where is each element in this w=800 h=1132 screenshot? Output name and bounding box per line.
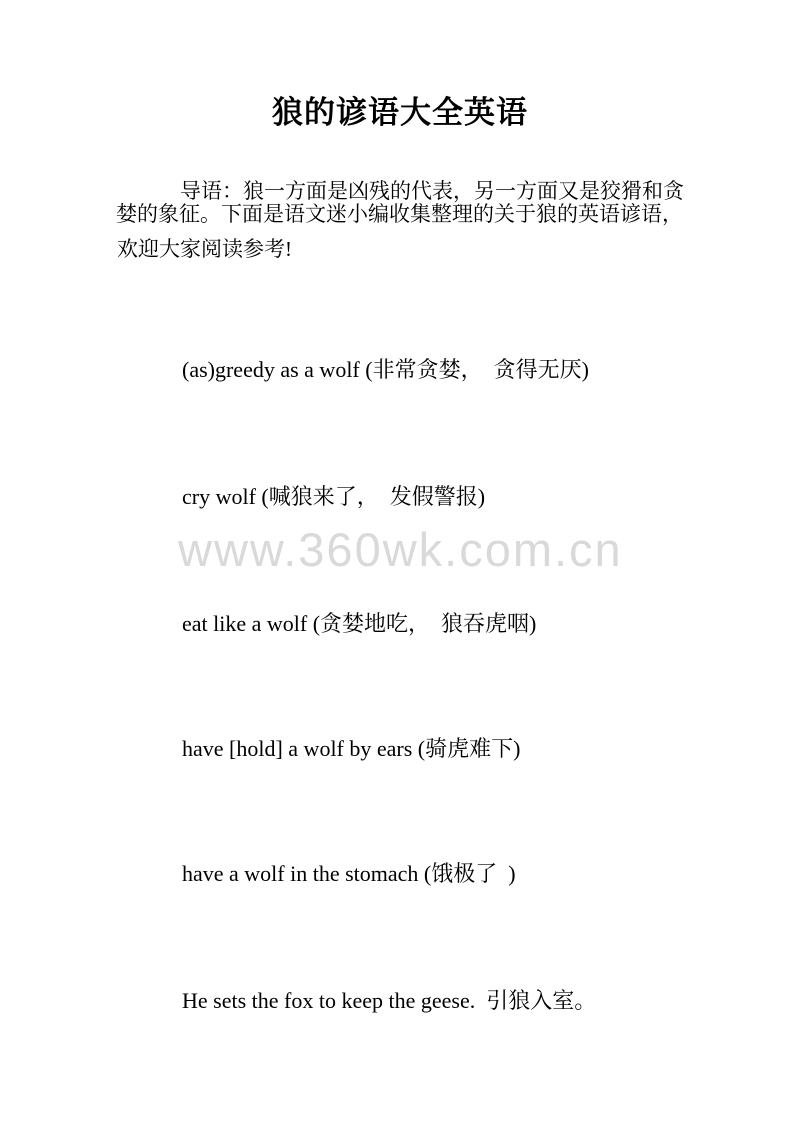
intro-paragraph-line-1: 导语：狼一方面是凶残的代表，另一方面又是狡猾和贪 [180,179,684,203]
proverb-item-eat-like-a-wolf: eat like a wolf (贪婪地吃， 狼吞虎咽) [182,611,537,636]
proverb-item-greedy-as-a-wolf: (as)greedy as a wolf (非常贪婪， 贪得无厌) [182,357,589,382]
proverb-item-fox-keep-geese: He sets the fox to keep the geese. 引狼入室。 [182,988,597,1013]
intro-paragraph-line-3: 欢迎大家阅读参考! [117,237,292,261]
intro-paragraph-line-2: 婪的象征。下面是语文迷小编收集整理的关于狼的英语谚语， [116,202,683,226]
watermark-text: www.360wk.com.cn [178,523,623,576]
proverb-item-wolf-in-stomach: have a wolf in the stomach (饿极了 ) [182,861,516,886]
document-title: 狼的谚语大全英语 [272,95,528,130]
proverb-item-wolf-by-ears: have [hold] a wolf by ears (骑虎难下) [182,736,521,761]
proverb-item-cry-wolf: cry wolf (喊狼来了， 发假警报) [182,484,486,509]
